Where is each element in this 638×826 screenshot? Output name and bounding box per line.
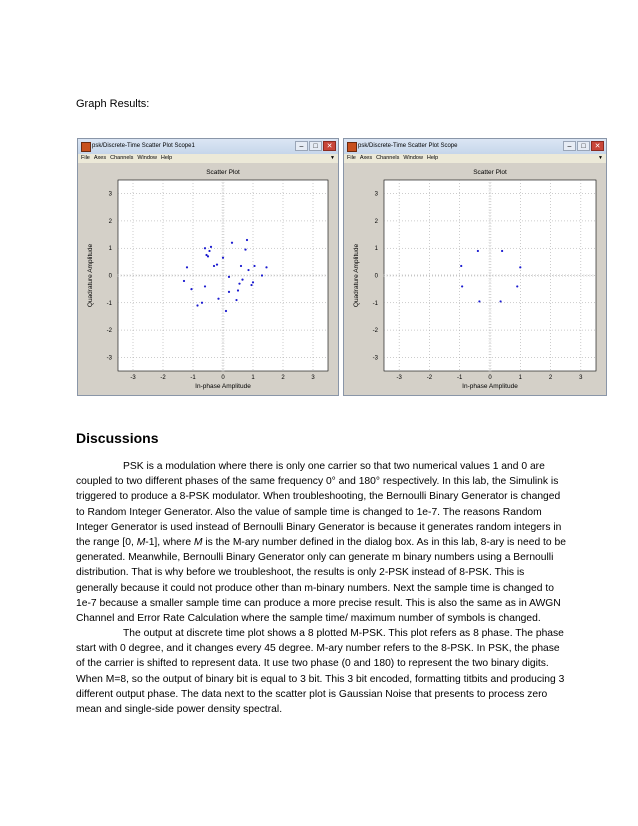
scatter-point [186,266,188,268]
scatter-point [235,299,237,301]
scatter-point [207,255,209,257]
menubar [78,154,338,163]
y-tick-label: 1 [108,246,112,253]
menu-channels[interactable]: Channels [110,155,134,161]
paragraph-text: -1], where [145,537,194,549]
scatter-point [238,283,240,285]
y-axis-label: Quadrature Amplitude [353,243,360,308]
x-axis-label: In-phase Amplitude [462,383,518,390]
scope-window-2 [343,138,607,396]
x-tick-label: -1 [190,375,196,381]
scatter-point [208,250,210,252]
scatter-point [241,278,243,280]
graph-results-label: Graph Results: [76,98,150,110]
scatter-point [252,281,254,283]
scatter-point [250,284,252,286]
scatter-point [222,257,224,259]
scatter-point [244,248,246,250]
scatter-point [201,302,203,304]
menu-arrow-icon[interactable]: ▼ [330,155,335,161]
range-variable-m: M [136,537,146,549]
scatter-point [240,265,242,267]
y-tick-label: -2 [372,328,378,335]
menu-channels[interactable]: Channels [376,155,400,161]
scatter-point [190,288,192,290]
scatter-point [183,280,185,282]
paragraph-text: PSK is a modulation where there is only one carrier so that two numerical values 1 and 0 are coupled to two different phases of the same frequency 0° and 180° respectively. In this lab, the Simulink is triggered to produce a 8-PSK modulator. When troubleshooting, the Bernoulli Binary Generator is changed to Random Integer Generator. Also the value of sample time is changed to 1e-7. The reasons Random Integer Generator is used instead of Bernoulli Binary Generator is because it generates random integers in the range [0, [76,461,562,549]
x-tick-label: -3 [396,375,402,381]
scatter-point [228,276,230,278]
x-tick-label: 1 [518,375,522,381]
x-axis-label: In-phase Amplitude [195,383,251,390]
scatter-point [213,265,215,267]
scatter-point [196,304,198,306]
scatter-point [217,298,219,300]
y-tick-label: 0 [108,273,112,280]
menu-arrow-icon[interactable]: ▼ [598,155,603,161]
scatter-point [478,300,480,302]
minimize-button[interactable]: ‒ [295,141,308,151]
y-tick-label: -1 [106,300,112,307]
menu-window[interactable]: Window [137,155,157,161]
scope-window-1 [77,138,339,396]
discussion-paragraph-2: The output at discrete time plot shows a 8 plotted M-PSK. This plot refers as 8 phase. The phase start with 0 degree, and it changes every 45 degree. M-ary number refers to the 8-PSK. In PSK, the phase of the carrier is shifted to represent data. It use two phase (0 and 180) to represent the two binary digits. When M=8, so the output of binary bit is equal to 3 bit. This 3 bit encoded, formatting titbits and producing 3 different output phase. The data next to the scatter plot is Gaussian Noise that presents to process zero mean and single-side power density spectral. [76,628,565,716]
scatter-point [237,289,239,291]
maximize-button[interactable]: □ [577,141,590,151]
x-tick-label: 2 [548,375,553,381]
where-variable-m: M [193,537,203,549]
scatter-point [231,242,233,244]
x-tick-label: 0 [221,375,225,381]
scatter-point [461,285,463,287]
scatter-point [210,246,212,248]
close-button[interactable]: ✕ [323,141,336,151]
scatter-point [225,310,227,312]
scatter-point [246,239,248,241]
menubar [344,154,606,163]
paragraph-text: is the M-ary number defined in the dialog box. As in this lab, 8-ary is need to be generated. Meanwhile, Bernoulli Binary Generator only can generate m binary numbers using a Bernoulli distribution. That is why before we troubleshoot, the results is only 2-PSK instead of 8-PSK. This is generally because it could not produce other than m-binary numbers. Next the sample time is changed to 1e-7 because a smaller sample time can produce a more precise result. This is also the same as in AWGN Channel and Error Rate Calculation where the sample time/ maximum number of symbols is changed. [76,537,566,625]
menu-help[interactable]: Help [160,155,173,161]
scatter-point [261,274,263,276]
y-axis-label: Quadrature Amplitude [87,243,94,308]
y-tick-label: -3 [106,355,112,362]
window-title: psk/Discrete-Time Scatter Plot Scope [358,143,458,149]
x-tick-label: -2 [426,375,433,381]
scatter-point [477,250,479,252]
plot-title: Scatter Plot [206,169,240,176]
x-tick-label: 3 [311,375,315,381]
y-tick-label: -2 [106,328,112,335]
y-tick-label: -1 [372,300,378,307]
menu-axes[interactable]: Axes [93,155,107,161]
close-button[interactable]: ✕ [591,141,604,151]
x-tick-label: -2 [160,375,166,381]
y-tick-label: 2 [108,218,112,225]
plot-title: Scatter Plot [473,169,507,176]
scatter-point [500,300,502,302]
scatter-point [253,265,255,267]
scatter-point [228,291,230,293]
y-tick-label: 2 [374,218,378,225]
discussions-heading: Discussions [76,430,159,446]
x-tick-label: 1 [251,375,255,381]
scatter-point [265,266,267,268]
x-tick-label: 2 [281,375,285,381]
scatter-point [516,285,518,287]
x-tick-label: 3 [579,375,583,381]
menu-help[interactable]: Help [426,155,439,161]
scatter-point [247,269,249,271]
scatter-point [519,266,521,268]
y-tick-label: 3 [374,191,378,198]
x-tick-label: 0 [488,375,492,381]
scatter-plot-1 [78,163,338,394]
window-titlebar[interactable] [78,139,338,154]
x-tick-label: -3 [130,375,136,381]
menu-axes[interactable]: Axes [359,155,373,161]
scatter-plot-2 [344,163,606,394]
scatter-point [204,247,206,249]
window-titlebar[interactable] [344,139,606,154]
scatter-point [204,285,206,287]
y-tick-label: 3 [108,191,112,198]
y-tick-label: 1 [374,246,378,253]
scatter-point [460,265,462,267]
scatter-point [216,263,218,265]
minimize-button[interactable]: ‒ [563,141,576,151]
matlab-app-icon [81,142,91,152]
scatter-point [501,250,503,252]
menu-window[interactable]: Window [403,155,423,161]
matlab-app-icon [347,142,357,152]
y-tick-label: 0 [374,273,378,280]
x-tick-label: -1 [457,375,463,381]
menu-file[interactable]: File [347,155,356,161]
maximize-button[interactable]: □ [309,141,322,151]
y-tick-label: -3 [372,355,378,362]
window-title: psk/Discrete-Time Scatter Plot Scope1 [92,143,195,149]
menu-file[interactable]: File [81,155,90,161]
discussion-paragraph-1 [76,459,566,626]
